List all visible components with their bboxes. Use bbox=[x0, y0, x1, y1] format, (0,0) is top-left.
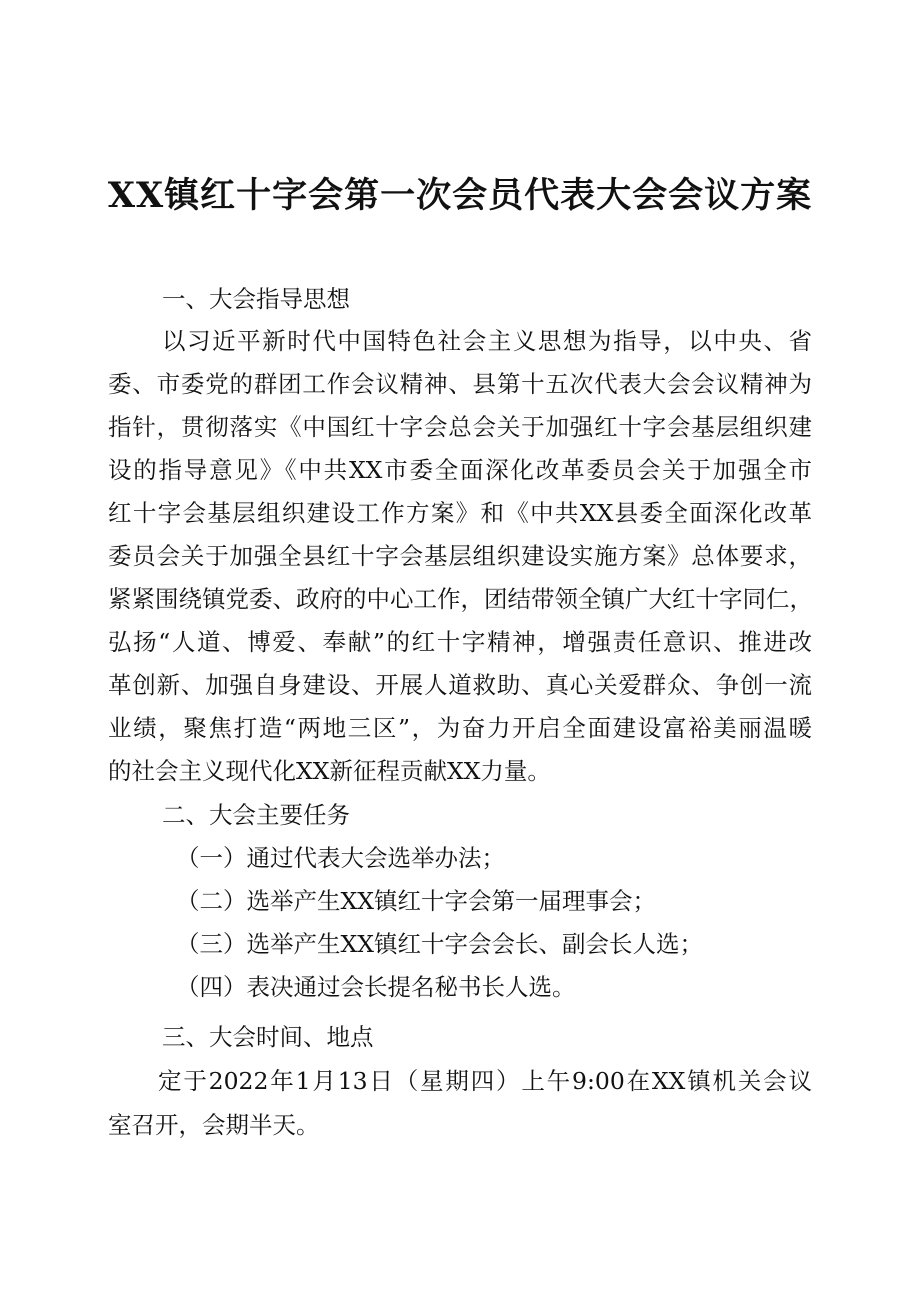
paragraph-line: 业绩，聚焦打造“两地三区”，为奋力开启全面建设富裕美丽温暖 bbox=[108, 714, 812, 742]
task-item: （一）通过代表大会选举办法； bbox=[176, 844, 505, 872]
task-item: （三）选举产生XX镇红十字会会长、副会长人选； bbox=[176, 930, 703, 958]
paragraph-line: 设的指导意见》《中共XX市委全面深化改革委员会关于加强全市 bbox=[108, 456, 812, 484]
paragraph-line: 定于2022年1月13日（星期四）上午9:00在XX镇机关会议 bbox=[158, 1067, 812, 1095]
task-item: （四）表决通过会长提名秘书长人选。 bbox=[176, 973, 576, 1001]
paragraph-line: 革创新、加强自身建设、开展人道救助、真心关爱群众、争创一流 bbox=[108, 671, 812, 699]
paragraph-line: 室召开，会期半天。 bbox=[108, 1111, 320, 1139]
paragraph-line: 紧紧围绕镇党委、政府的中心工作，团结带领全镇广大红十字同仁， bbox=[108, 585, 813, 613]
paragraph-line: 指针，贯彻落实《中国红十字会总会关于加强红十字会基层组织建 bbox=[108, 413, 812, 441]
paragraph-line: 委、市委党的群团工作会议精神、县第十五次代表大会会议精神为 bbox=[108, 370, 812, 398]
section-heading-guiding-ideology: 一、大会指导思想 bbox=[162, 285, 350, 313]
document-title: XX镇红十字会第一次会员代表大会会议方案 bbox=[107, 175, 813, 216]
paragraph-line: 委员会关于加强全县红十字会基层组织建设实施方案》总体要求， bbox=[108, 542, 812, 570]
paragraph-line: 的社会主义现代化XX新征程贡献XX力量。 bbox=[108, 757, 551, 785]
paragraph-line: 弘扬“人道、博爱、奉献”的红十字精神，增强责任意识、推进改 bbox=[108, 628, 812, 656]
task-item: （二）选举产生XX镇红十字会第一届理事会； bbox=[176, 887, 656, 915]
paragraph-line: 以习近平新时代中国特色社会主义思想为指导，以中央、省 bbox=[162, 327, 812, 355]
section-heading-time-place: 三、大会时间、地点 bbox=[162, 1023, 374, 1051]
section-heading-main-tasks: 二、大会主要任务 bbox=[162, 801, 350, 829]
paragraph-line: 红十字会基层组织建设工作方案》和《中共XX县委全面深化改革 bbox=[108, 499, 812, 527]
